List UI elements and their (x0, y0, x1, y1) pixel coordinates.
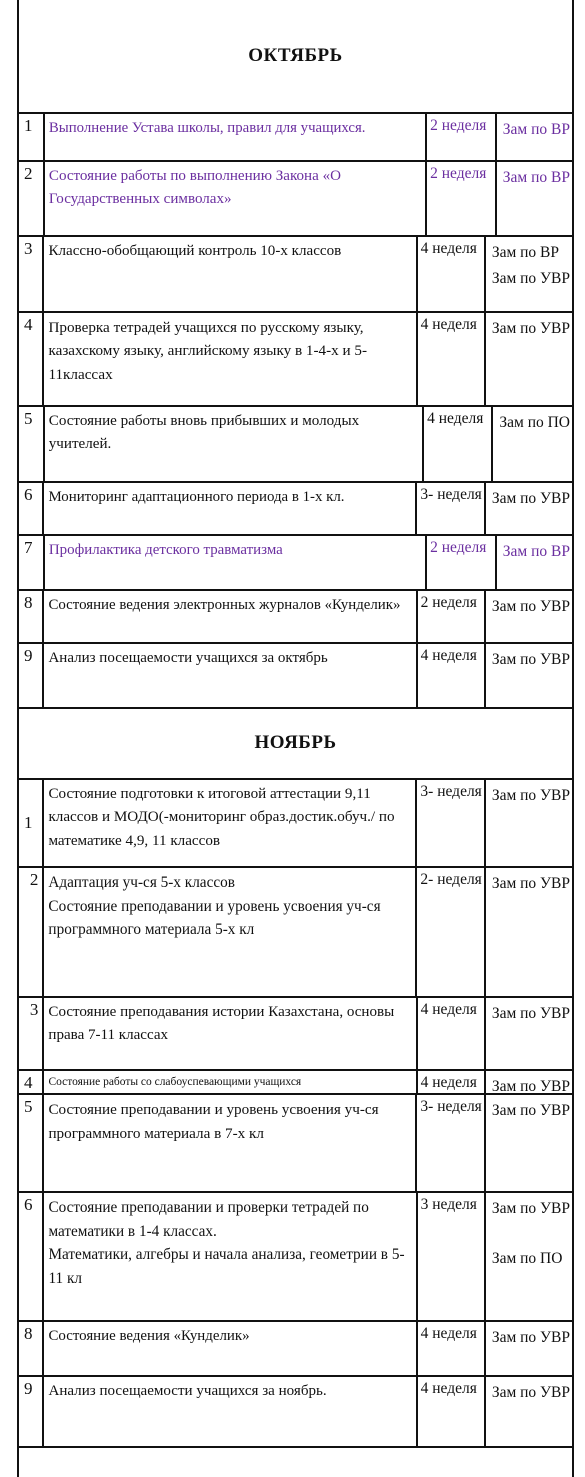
responsible-person: Зам по УВР (491, 1384, 570, 1401)
row-number: 1 (19, 114, 45, 160)
row-responsible (486, 1377, 572, 1446)
table-row (17, 1093, 574, 1193)
table-row (17, 1191, 574, 1322)
row-topic: Состояние работы со слабоуспевающими учащихся (44, 1071, 417, 1093)
responsible-person: Зам по УВР (491, 875, 570, 892)
row-responsible (486, 868, 572, 996)
row-responsible (497, 162, 572, 235)
row-topic: Классно-обобщающий контроль 10-х классов (44, 237, 417, 311)
row-topic: Состояние преподавании и уровень усвоения уч-ся программного материала в 7-х кл (44, 1095, 417, 1191)
row-number: 6 (19, 483, 44, 534)
row-week: 4 неделя (424, 407, 493, 481)
row-number: 4 (19, 1071, 44, 1093)
table-row (17, 866, 574, 998)
responsible-person: Зам по УВР (491, 1005, 570, 1022)
responsible-person: Зам по УВР (491, 598, 570, 615)
table-row (17, 311, 574, 407)
table-row (17, 1375, 574, 1448)
row-responsible (486, 1193, 572, 1320)
row-number: 5 (19, 1095, 44, 1191)
row-responsible (497, 114, 572, 160)
table-row (17, 996, 574, 1071)
responsible-person: Зам по УВР (491, 1200, 570, 1217)
row-week: 2- неделя (417, 868, 485, 996)
row-responsible (486, 644, 572, 707)
row-week: 2 неделя (427, 114, 497, 160)
row-responsible (486, 313, 572, 405)
table-row (17, 1069, 574, 1095)
table-row (17, 112, 574, 162)
row-week: 4 неделя (418, 1071, 486, 1093)
row-number: 8 (19, 591, 44, 642)
responsible-person: Зам по УВР (491, 651, 570, 668)
row-topic: Мониторинг адаптационного периода в 1-х кл. (44, 483, 417, 534)
row-week: 4 неделя (418, 237, 486, 311)
row-responsible (497, 536, 572, 589)
row-topic: Адаптация уч-ся 5-х классов Состояние преподавании и уровень усвоения уч-ся программного материала 5-х кл (44, 868, 417, 996)
row-number: 9 (19, 644, 44, 707)
row-responsible (486, 998, 572, 1069)
row-responsible (486, 591, 572, 642)
responsible-person: Зам по УВР (491, 270, 570, 288)
row-week: 3- неделя (417, 780, 485, 866)
row-topic: Профилактика детского травматизма (45, 536, 427, 589)
row-topic: Состояние ведения «Кунделик» (44, 1322, 417, 1375)
row-number: 2 (19, 868, 44, 996)
row-topic: Проверка тетрадей учащихся по русскому языку, казахскому языку, английскому языку в 1-4-х и 5-11классах (44, 313, 417, 405)
row-number: 3 (19, 237, 44, 311)
row-week: 4 неделя (418, 998, 486, 1069)
table-row (17, 235, 574, 313)
table-row (17, 1320, 574, 1377)
responsible-person: Зам по ВР (502, 121, 570, 138)
row-number: 8 (19, 1322, 44, 1375)
responsible-person: Зам по ПО (499, 414, 570, 431)
row-topic: Анализ посещаемости учащихся за октябрь (44, 644, 417, 707)
row-responsible (493, 407, 572, 481)
row-number: 6 (19, 1193, 44, 1320)
row-number: 1 (19, 780, 44, 866)
row-responsible (486, 1095, 572, 1191)
responsible-person: Зам по ВР (491, 244, 560, 261)
row-week: 4 неделя (418, 1377, 486, 1446)
row-responsible (486, 483, 572, 534)
responsible-person (492, 1222, 570, 1245)
responsible-person: Зам по УВР (491, 1102, 570, 1119)
row-responsible (486, 780, 572, 866)
table-row (17, 589, 574, 644)
table-row (17, 778, 574, 868)
responsible-person: Зам по УВР (491, 320, 570, 337)
row-week: 2 неделя (427, 536, 497, 589)
row-number: 4 (19, 313, 44, 405)
table-row (17, 642, 574, 709)
section-title: НОЯБРЬ (17, 707, 574, 778)
responsible-person: Зам по ВР (502, 169, 570, 186)
row-week: 2 неделя (427, 162, 497, 235)
row-week: 3- неделя (417, 1095, 485, 1191)
table-row (17, 405, 574, 483)
table-row (17, 481, 574, 536)
responsible-person: Зам по ПО (491, 1249, 563, 1267)
row-number: 3 (19, 998, 44, 1069)
row-number: 2 (19, 162, 45, 235)
row-topic: Анализ посещаемости учащихся за ноябрь. (44, 1377, 417, 1446)
row-week: 4 неделя (418, 644, 486, 707)
row-week: 4 неделя (418, 1322, 486, 1375)
row-topic: Выполнение Устава школы, правил для учащихся. (45, 114, 427, 160)
section-title: ОКТЯБРЬ (17, 0, 574, 112)
row-topic: Состояние подготовки к итоговой аттестации 9,11 классов и МОДО(-мониторинг образ.достик.обуч./ по математике 4,9, 11 классов (44, 780, 417, 866)
row-responsible (486, 1322, 572, 1375)
row-topic: Состояние работы по выполнению Закона «О Государственных символах» (45, 162, 427, 235)
responsible-person: Зам по УВР (491, 490, 570, 507)
responsible-person: Зам по УВР (491, 1078, 570, 1095)
row-number: 9 (19, 1377, 44, 1446)
row-topic: Состояние ведения электронных журналов «Кунделик» (44, 591, 417, 642)
row-number: 5 (19, 407, 45, 481)
row-week: 4 неделя (418, 313, 486, 405)
row-responsible (486, 1071, 572, 1093)
row-number: 7 (19, 536, 45, 589)
row-responsible (486, 237, 572, 311)
responsible-person: Зам по УВР (491, 787, 570, 804)
responsible-person: Зам по ВР (502, 543, 570, 560)
table-row (17, 160, 574, 237)
row-topic: Состояние преподавания истории Казахстана, основы права 7-11 классах (44, 998, 417, 1069)
row-topic: Состояние работы вновь прибывших и молодых учителей. (45, 407, 424, 481)
row-topic: Состояние преподавании и проверки тетрадей по математики в 1-4 классах. Математики, алгебры и начала анализа, геометрии в 5-11 кл (44, 1193, 417, 1320)
row-week: 2 неделя (418, 591, 486, 642)
responsible-person: Зам по УВР (491, 1329, 570, 1346)
table-row (17, 534, 574, 591)
row-week: 3- неделя (417, 483, 485, 534)
row-week: 3 неделя (418, 1193, 486, 1320)
